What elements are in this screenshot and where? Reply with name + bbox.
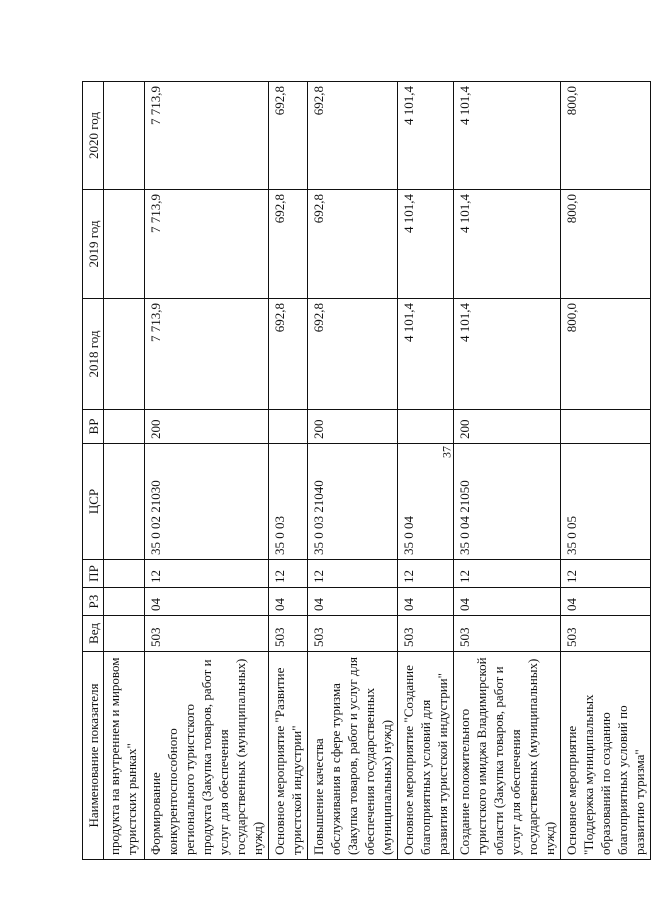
header-vr: ВР xyxy=(83,410,104,444)
row-ved: 503 xyxy=(561,616,651,652)
header-2020: 2020 год xyxy=(83,82,104,190)
row-rz: 04 xyxy=(308,588,398,616)
row-vr: 200 xyxy=(454,410,561,444)
row-csr: 35 0 03 xyxy=(269,444,308,560)
row-2020: 4 101,4 xyxy=(398,82,454,190)
row-2018: 800,0 xyxy=(561,299,651,410)
row-csr: 35 0 05 xyxy=(561,444,651,560)
row-pr: 12 xyxy=(145,560,269,588)
table-row xyxy=(561,82,651,860)
table-row xyxy=(269,82,308,860)
header-csr: ЦСР xyxy=(83,444,104,560)
table-row xyxy=(104,82,145,860)
row-2020: 800,0 xyxy=(561,82,651,190)
table-row xyxy=(398,82,454,860)
row-name: Основное мероприятие "Поддержка муниципальных образований по созданию благоприятных условий по развитию туризма" xyxy=(561,652,651,860)
row-name: Повышение качества обслуживания в сфере туризма (Закупка товаров, работ и услуг для обеспечения государственных (муниципальных) нужд) xyxy=(308,652,398,860)
row-vr: 200 xyxy=(145,410,269,444)
page-number: 37 xyxy=(439,446,454,458)
row-rz: 04 xyxy=(398,588,454,616)
row-rz: 04 xyxy=(269,588,308,616)
row-rz: 04 xyxy=(454,588,561,616)
budget-table xyxy=(82,81,651,860)
row-2020 xyxy=(104,82,145,190)
row-2020: 692,8 xyxy=(308,82,398,190)
row-pr: 12 xyxy=(398,560,454,588)
row-2018 xyxy=(104,299,145,410)
row-pr xyxy=(104,560,145,588)
row-ved: 503 xyxy=(269,616,308,652)
row-name: Создание положительного туристского имиджа Владимирской области (Закупка товаров, работ и услуг для обеспечения государственных (муниципальных) нужд) xyxy=(454,652,561,860)
row-2019 xyxy=(104,190,145,299)
row-2019: 692,8 xyxy=(269,190,308,299)
row-rz: 04 xyxy=(561,588,651,616)
table-row xyxy=(308,82,398,860)
row-csr xyxy=(104,444,145,560)
row-csr: 35 0 03 21040 xyxy=(308,444,398,560)
row-csr: 35 0 04 21050 xyxy=(454,444,561,560)
row-2018: 7 713,9 xyxy=(145,299,269,410)
row-rz: 04 xyxy=(145,588,269,616)
row-ved: 503 xyxy=(308,616,398,652)
row-pr: 12 xyxy=(454,560,561,588)
row-2018: 4 101,4 xyxy=(398,299,454,410)
row-ved: 503 xyxy=(454,616,561,652)
row-csr: 35 0 02 21030 xyxy=(145,444,269,560)
row-2018: 692,8 xyxy=(308,299,398,410)
row-vr xyxy=(269,410,308,444)
table-header-row xyxy=(83,82,104,860)
header-2018: 2018 год xyxy=(83,299,104,410)
budget-table-rotated xyxy=(82,82,647,860)
row-name: продукта на внутреннем и мировом туристских рынках" xyxy=(104,652,145,860)
row-2019: 7 713,9 xyxy=(145,190,269,299)
table-row xyxy=(454,82,561,860)
header-pr: ПР xyxy=(83,560,104,588)
row-2019: 800,0 xyxy=(561,190,651,299)
row-ved xyxy=(104,616,145,652)
header-rz: РЗ xyxy=(83,588,104,616)
row-2019: 4 101,4 xyxy=(454,190,561,299)
row-2020: 7 713,9 xyxy=(145,82,269,190)
row-vr xyxy=(398,410,454,444)
header-2019: 2019 год xyxy=(83,190,104,299)
row-rz xyxy=(104,588,145,616)
row-pr: 12 xyxy=(308,560,398,588)
row-vr: 200 xyxy=(308,410,398,444)
row-vr xyxy=(561,410,651,444)
row-csr: 35 0 04 xyxy=(398,444,454,560)
row-2019: 4 101,4 xyxy=(398,190,454,299)
row-pr: 12 xyxy=(561,560,651,588)
row-name: Основное мероприятие "Создание благоприятных условий для развития туристской индустрии" xyxy=(398,652,454,860)
header-name: Наименование показателя xyxy=(83,652,104,860)
row-pr: 12 xyxy=(269,560,308,588)
row-2018: 4 101,4 xyxy=(454,299,561,410)
header-ved: Вед xyxy=(83,616,104,652)
table-row xyxy=(145,82,269,860)
row-2019: 692,8 xyxy=(308,190,398,299)
row-2018: 692,8 xyxy=(269,299,308,410)
row-ved: 503 xyxy=(145,616,269,652)
row-ved: 503 xyxy=(398,616,454,652)
row-2020: 692,8 xyxy=(269,82,308,190)
row-name: Основное мероприятие "Развитие туристской индустрии" xyxy=(269,652,308,860)
row-name: Формирование конкурентоспособного регионального туристского продукта (Закупка товаров, работ и услуг для обеспечения государственных (муниципальных) нужд) xyxy=(145,652,269,860)
row-2020: 4 101,4 xyxy=(454,82,561,190)
row-vr xyxy=(104,410,145,444)
